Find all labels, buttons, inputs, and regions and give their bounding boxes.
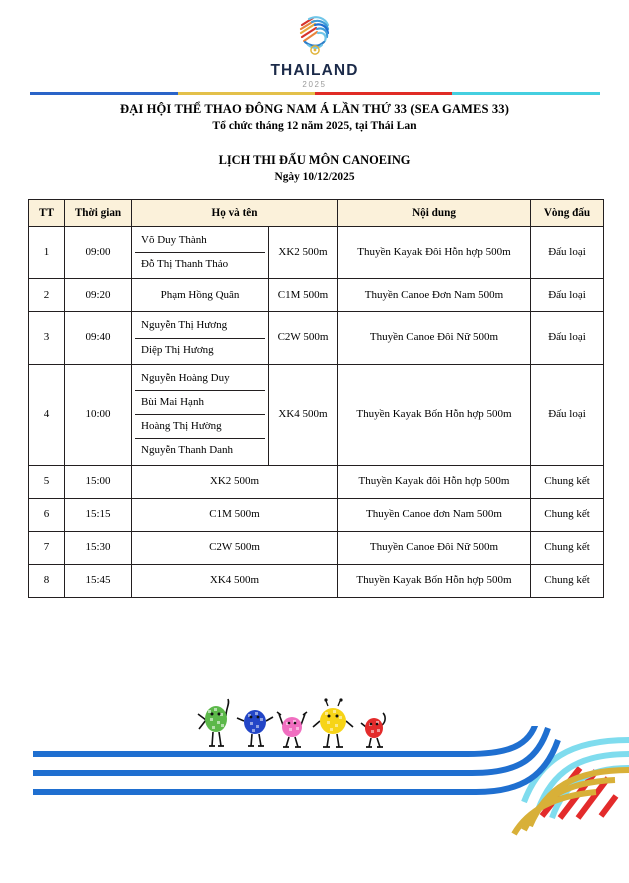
color-rule-divider: [30, 92, 600, 95]
cell-tt: 3: [29, 312, 65, 364]
cell-event-name: Thuyền Kayak đôi Hỗn hợp 500m: [338, 465, 531, 498]
logo-year: 2025: [302, 79, 327, 89]
cell-event-name: Thuyền Kayak Bốn Hỗn hợp 500m: [338, 564, 531, 597]
header-event: Nội dung: [338, 200, 531, 227]
cell-tt: 8: [29, 564, 65, 597]
cell-event-code: XK4 500m: [132, 564, 338, 597]
cell-event-code: XK4 500m: [269, 364, 338, 465]
cell-round: Đấu loại: [531, 364, 604, 465]
sea-games-logo: [0, 14, 629, 89]
bottom-ribbon-graphic: [0, 726, 629, 836]
event-subtitle: Tổ chức tháng 12 năm 2025, tại Thái Lan: [212, 119, 417, 132]
cell-event-code: C2W 500m: [132, 531, 338, 564]
cell-tt: 2: [29, 279, 65, 312]
cell-athlete-names: [132, 364, 269, 465]
cell-round: Chung kết: [531, 531, 604, 564]
schedule-title: LỊCH THI ĐẤU MÔN CANOEING: [218, 152, 411, 167]
schedule-date: Ngày 10/12/2025: [274, 171, 355, 184]
cell-time: 15:30: [65, 531, 132, 564]
header-name: Họ và tên: [132, 200, 338, 227]
cell-event-name: Thuyền Canoe Đôi Nữ 500m: [338, 312, 531, 364]
document-headings: [0, 101, 629, 186]
cell-time: 15:45: [65, 564, 132, 597]
cell-athlete-names: [132, 312, 269, 364]
header-tt: TT: [29, 200, 65, 227]
cell-athlete-names: Phạm Hồng Quân: [132, 279, 269, 312]
cell-time: 09:40: [65, 312, 132, 364]
cell-event-code: C2W 500m: [269, 312, 338, 364]
cell-event-code: C1M 500m: [132, 498, 338, 531]
cell-tt: 4: [29, 364, 65, 465]
cell-round: Chung kết: [531, 498, 604, 531]
athlete-name: Hoàng Thị Hường: [135, 415, 265, 439]
cell-round: Chung kết: [531, 465, 604, 498]
cell-event-name: Thuyền Kayak Bốn Hỗn hợp 500m: [338, 364, 531, 465]
schedule-table: [28, 199, 604, 598]
cell-tt: 5: [29, 465, 65, 498]
table-row: [29, 531, 604, 564]
table-row: [29, 227, 604, 279]
cell-athlete-names: [132, 227, 269, 279]
cell-time: 15:15: [65, 498, 132, 531]
schedule-table-container: [28, 199, 603, 598]
cell-time: 09:00: [65, 227, 132, 279]
cell-tt: 6: [29, 498, 65, 531]
athlete-name: Diệp Thị Hương: [141, 343, 214, 356]
cell-time: 15:00: [65, 465, 132, 498]
athlete-name: Đỗ Thị Thanh Thảo: [141, 258, 229, 271]
logo-wordmark: THAILAND: [270, 62, 359, 79]
table-header-row: [29, 200, 604, 227]
cell-round: Đấu loại: [531, 312, 604, 364]
table-row: [29, 564, 604, 597]
cell-event-code: XK2 500m: [132, 465, 338, 498]
cell-event-name: Thuyền Kayak Đôi Hỗn hợp 500m: [338, 227, 531, 279]
rule-segment-cyan: [452, 92, 600, 95]
cell-tt: 7: [29, 531, 65, 564]
header-time: Thời gian: [65, 200, 132, 227]
table-row: [29, 498, 604, 531]
schedule-table-body: [29, 227, 604, 598]
table-row: [29, 312, 604, 364]
athlete-name: Nguyễn Thị Hương: [135, 314, 265, 338]
rule-segment-red: [315, 92, 452, 95]
cell-event-code: C1M 500m: [269, 279, 338, 312]
cell-event-name: Thuyền Canoe Đơn Nam 500m: [338, 279, 531, 312]
cell-round: Chung kết: [531, 564, 604, 597]
table-row: [29, 465, 604, 498]
rule-segment-blue: [30, 92, 178, 95]
cell-event-code: XK2 500m: [269, 227, 338, 279]
athlete-name: Bùi Mai Hạnh: [135, 391, 265, 415]
cell-round: Đấu loại: [531, 279, 604, 312]
athlete-name: Võ Duy Thành: [135, 229, 265, 253]
rule-segment-gold: [178, 92, 315, 95]
cell-tt: 1: [29, 227, 65, 279]
cell-event-name: Thuyền Canoe Đôi Nữ 500m: [338, 531, 531, 564]
cell-time: 09:20: [65, 279, 132, 312]
cell-event-name: Thuyền Canoe đơn Nam 500m: [338, 498, 531, 531]
athlete-name: Nguyễn Hoàng Duy: [135, 367, 265, 391]
cell-round: Đấu loại: [531, 227, 604, 279]
table-row: [29, 364, 604, 465]
header-round: Vòng đấu: [531, 200, 604, 227]
sea-games-emblem-icon: [289, 14, 341, 62]
athlete-name: Nguyễn Thanh Danh: [141, 444, 234, 457]
cell-time: 10:00: [65, 364, 132, 465]
table-row: [29, 279, 604, 312]
event-title: ĐẠI HỘI THỂ THAO ĐÔNG NAM Á LẦN THỨ 33 (SEA GAMES 33): [120, 102, 509, 116]
